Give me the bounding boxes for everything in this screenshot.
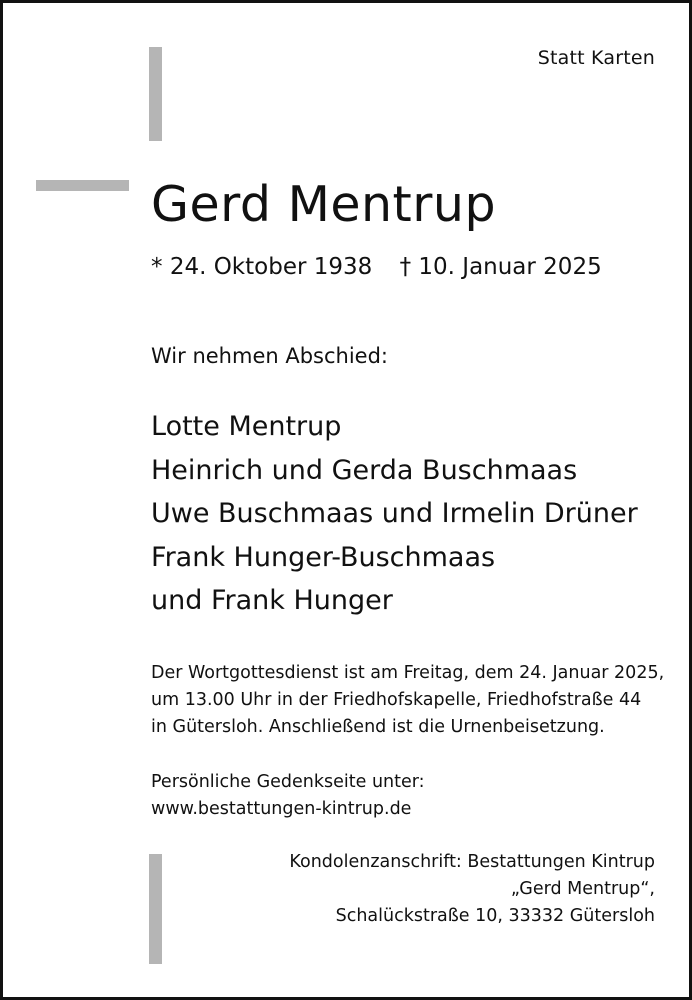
service-info xyxy=(151,660,664,741)
memorial-page-info xyxy=(151,769,425,823)
deceased-name: Gerd Mentrup xyxy=(151,176,497,233)
condolence-line: Schalückstraße 10, 33332 Gütersloh xyxy=(335,906,655,926)
service-line: in Gütersloh. Anschließend ist die Urnenbeisetzung. xyxy=(151,717,605,737)
decorative-vertical-bar-bottom xyxy=(149,854,162,964)
birth-date: 24. Oktober 1938 xyxy=(169,254,373,280)
memorial-page-label: Persönliche Gedenkseite unter: xyxy=(151,772,425,792)
service-line: Der Wortgottesdienst ist am Freitag, dem 24. Januar 2025, xyxy=(151,663,665,683)
mourner-name: Uwe Buschmaas und Irmelin Drüner xyxy=(151,498,638,529)
death-cross-symbol: † xyxy=(399,254,412,280)
decorative-vertical-bar-top xyxy=(149,47,162,141)
mourner-name: Heinrich und Gerda Buschmaas xyxy=(151,454,578,486)
farewell-intro: Wir nehmen Abschied: xyxy=(151,344,388,368)
life-dates xyxy=(151,252,602,282)
memorial-page-url: www.bestattungen-kintrup.de xyxy=(151,799,412,819)
death-date: 10. Januar 2025 xyxy=(418,254,602,280)
mourners-list xyxy=(151,405,638,623)
mourner-name: Frank Hunger-Buschmaas xyxy=(151,541,496,573)
decorative-horizontal-bar xyxy=(36,180,129,191)
mourner-name: und Frank Hunger xyxy=(151,585,393,616)
condolence-line: „Gerd Mentrup“, xyxy=(510,879,655,899)
mourner-name: Lotte Mentrup xyxy=(151,411,342,442)
condolence-address xyxy=(289,849,655,930)
header-note: Statt Karten xyxy=(537,47,655,69)
birth-symbol: * xyxy=(151,254,163,280)
condolence-line: Kondolenzanschrift: Bestattungen Kintrup xyxy=(289,852,655,872)
service-line: um 13.00 Uhr in der Friedhofskapelle, Friedhofstraße 44 xyxy=(151,690,642,710)
